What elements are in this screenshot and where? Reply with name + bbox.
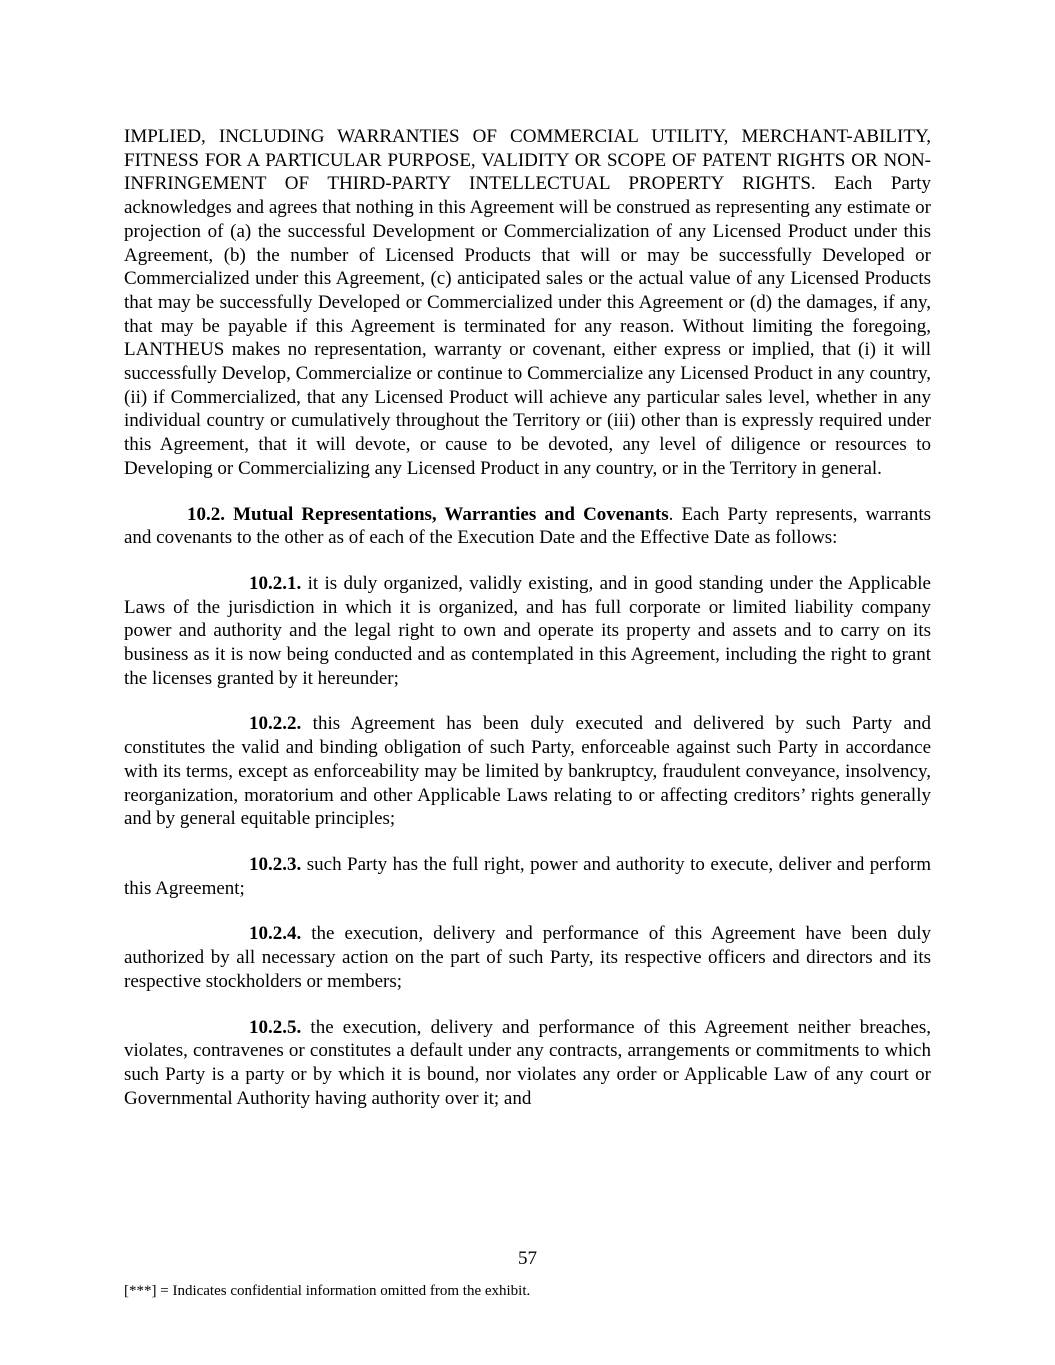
clause-10-2-2 [124,712,931,831]
document-body [124,125,931,1110]
page-number: 57 [518,1248,537,1269]
clause-text: it is duly organized, validly existing, and in good standing under the Applicable Laws of the jurisdiction in which it is organized, and has full corporate or limited liability company power and authority and the legal right to own and operate its property and assets and to carry on its business as it is now being conducted and as contemplated in this Agreement, including the right to grant the licenses granted by it hereunder; [124,572,931,689]
section-10-2-paragraph [124,503,931,550]
confidentiality-footnote: [***] = Indicates confidential information omitted from the exhibit. [124,1283,531,1299]
section-number: 10.2. [187,503,225,525]
clause-number: 10.2.1. [249,572,302,594]
clause-number: 10.2.4. [249,923,302,945]
section-heading-period: . [668,503,674,525]
clause-10-2-4 [124,922,931,993]
clause-number: 10.2.3. [249,853,302,875]
clause-text: the execution, delivery and performance of this Agreement have been duly authorized by all necessary action on the part of such Party, its respective officers and directors and its respective stockholders or members; [124,923,931,992]
clause-text: such Party has the full right, power and authority to execute, deliver and perform this Agreement; [124,853,931,899]
clause-text: the execution, delivery and performance of this Agreement neither breaches, violates, contravenes or constitutes a default under any contracts, arrangements or commitments to which such Party is a party or by which it is bound, nor violates any order or Applicable Law of any court or Governmental Authority having authority over it; and [124,1016,931,1109]
clause-number: 10.2.2. [249,713,302,735]
section-text: Each Party represents, warrants and covenants to the other as of each of the Execution Date and the Effective Date as follows: [124,503,932,549]
clause-number: 10.2.5. [249,1016,302,1038]
section-heading: Mutual Representations, Warranties and Covenants [233,503,669,525]
clause-10-2-1 [124,572,931,691]
intro-paragraph: IMPLIED, INCLUDING WARRANTIES OF COMMERCIAL UTILITY, MERCHANT-ABILITY, FITNESS FOR A PARTICULAR PURPOSE, VALIDITY OR SCOPE OF PATENT RIGHTS OR NON-INFRINGEMENT OF THIRD-PARTY INTELLECTUAL PROPERTY RIGHTS. Each Party acknowledges and agrees that nothing in this Agreement will be construed as representing any estimate or projection of (a) the successful Development or Commercialization of any Licensed Product under this Agreement, (b) the number of Licensed Products that will or may be successfully Developed or Commercialized under this Agreement, (c) anticipated sales or the actual value of any Licensed Products that may be successfully Developed or Commercialized under this Agreement or (d) the damages, if any, that may be payable if this Agreement is terminated for any reason. Without limiting the foregoing, LANTHEUS makes no representation, warranty or covenant, either express or implied, that (i) it will successfully Develop, Commercialize or continue to Commercialize any Licensed Product in any country, (ii) if Commercialized, that any Licensed Product will achieve any particular sales level, whether in any individual country or cumulatively throughout the Territory or (iii) other than is expressly required under this Agreement, that it will devote, or cause to be devoted, any level of diligence or resources to Developing or Commercializing any Licensed Product in any country, or in the Territory in general. [124,126,931,479]
clause-10-2-5 [124,1016,931,1111]
clause-text: this Agreement has been duly executed and delivered by such Party and constitutes the valid and binding obligation of such Party, enforceable against such Party in accordance with its terms, except as enforceability may be limited by bankruptcy, fraudulent conveyance, insolvency, reorganization, moratorium and other Applicable Laws relating to or affecting creditors’ rights generally and by general equitable principles; [124,713,931,830]
clause-10-2-3 [124,853,931,900]
